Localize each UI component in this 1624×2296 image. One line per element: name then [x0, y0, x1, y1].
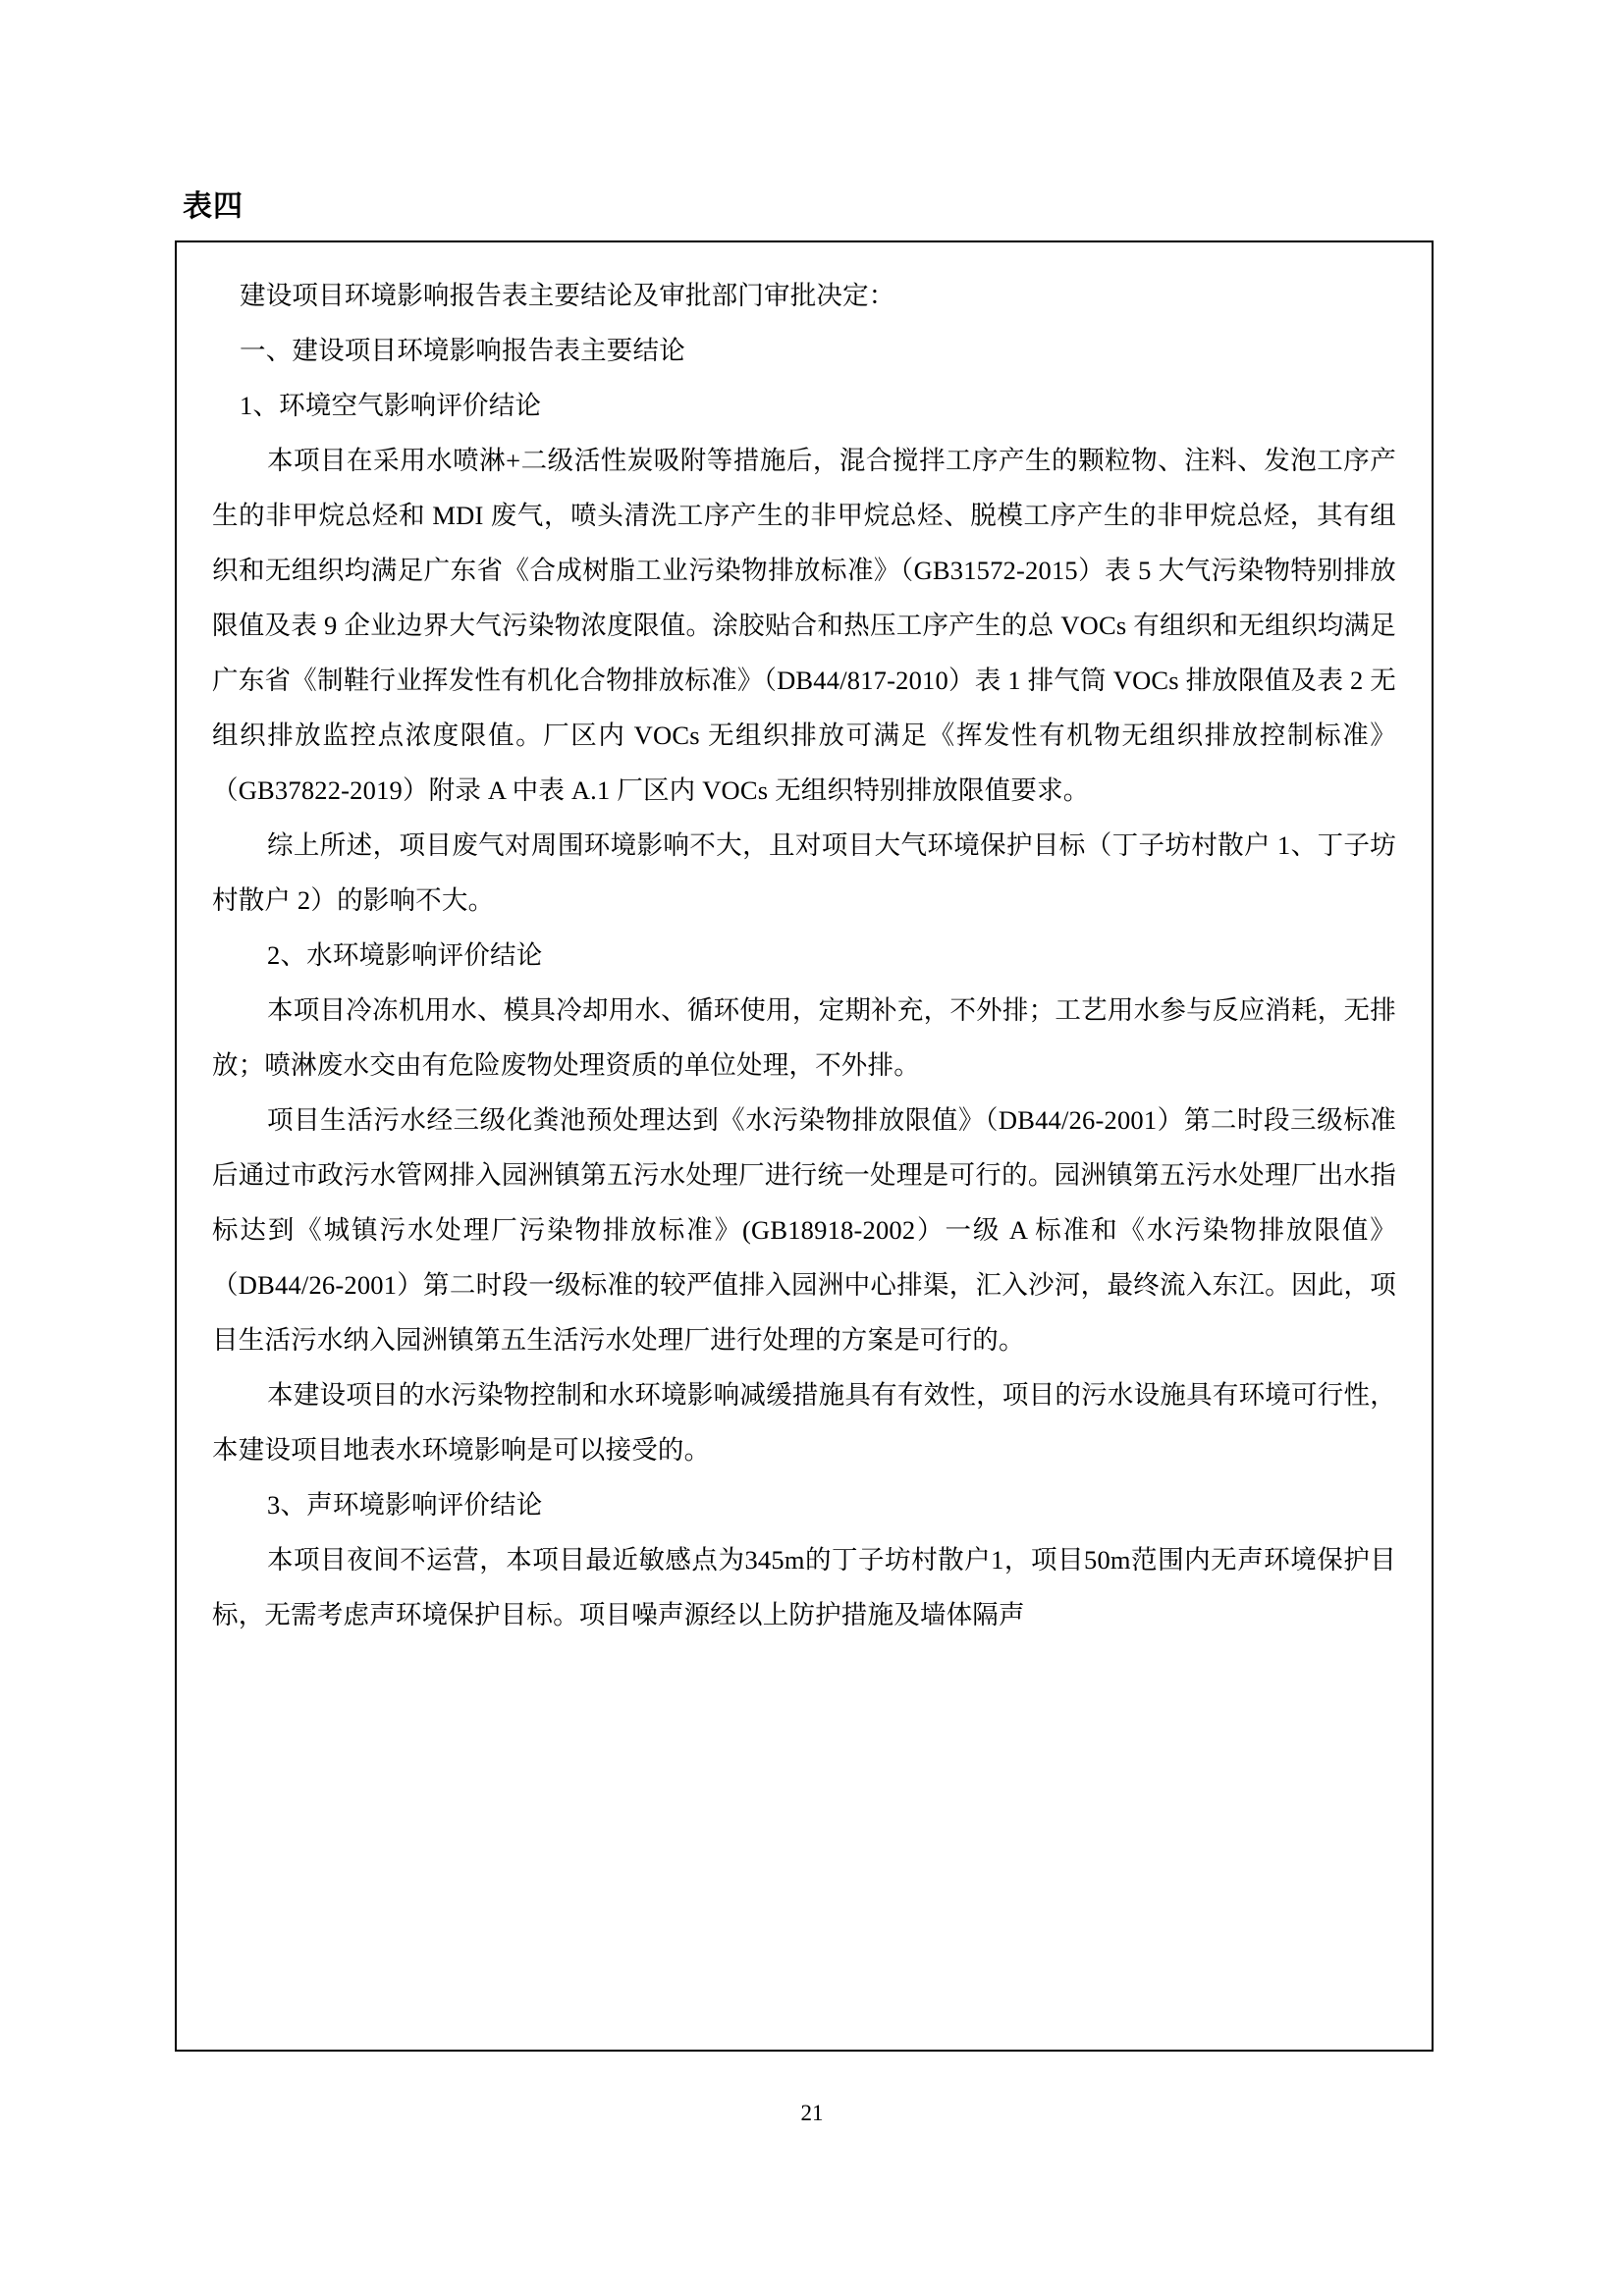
- paragraph-subsection-3: 3、声环境影响评价结论: [267, 1490, 543, 1520]
- paragraph-subsection-2: 2、水环境影响评价结论: [267, 940, 543, 970]
- content-box: [175, 240, 1434, 2052]
- paragraph-water-summary: 本建设项目的水污染物控制和水环境影响减缓措施具有有效性，项目的污水设施具有环境可行性，本建设项目地表水环境影响是可以接受的。: [212, 1380, 1396, 1465]
- paragraph-water-body-2: 项目生活污水经三级化粪池预处理达到《水污染物排放限值》（DB44/26-2001）第二时段三级标准后通过市政污水管网排入园洲镇第五污水处理厂进行统一处理是可行的。园洲镇第五污水处理厂出水指标达到《城镇污水处理厂污染物排放标准》(GB18918-2002）一级 A 标准和《水污染物排放限值》（DB44/26-2001）第二时段一级标准的较严值排入园洲中心排渠，汇入沙河，最终流入东江。因此，项目生活污水纳入园洲镇第五生活污水处理厂进行处理的方案是可行的。: [212, 1105, 1396, 1355]
- paragraph-air-summary: 综上所述，项目废气对周围环境影响不大，且对项目大气环境保护目标（丁子坊村散户 1、丁子坊村散户 2）的影响不大。: [212, 830, 1396, 915]
- paragraph-subsection-1: 1、环境空气影响评价结论: [240, 391, 542, 420]
- paragraph-section-one: 一、建设项目环境影响报告表主要结论: [240, 336, 685, 365]
- paragraph-water-body-1: 本项目冷冻机用水、模具冷却用水、循环使用，定期补充，不外排；工艺用水参与反应消耗，无排放；喷淋废水交由有危险废物处理资质的单位处理，不外排。: [212, 995, 1396, 1080]
- paragraph-noise-body: 本项目夜间不运营，本项目最近敏感点为345m的丁子坊村散户1，项目50m范围内无声环境保护目标，无需考虑声环境保护目标。项目噪声源经以上防护措施及墙体隔声: [212, 1545, 1396, 1629]
- paragraph-air-body: 本项目在采用水喷淋+二级活性炭吸附等措施后，混合搅拌工序产生的颗粒物、注料、发泡工序产生的非甲烷总烃和 MDI 废气，喷头清洗工序产生的非甲烷总烃、脱模工序产生的非甲烷总烃，其有组织和无组织均满足广东省《合成树脂工业污染物排放标准》（GB31572-2015）表 5 大气污染物特别排放限值及表 9 企业边界大气污染物浓度限值。涂胶贴合和热压工序产生的总 VOCs 有组织和无组织均满足广东省《制鞋行业挥发性有机化合物排放标准》（DB44/817-2010）表 1 排气筒 VOCs 排放限值及表 2 无组织排放监控点浓度限值。厂区内 VOCs 无组织排放可满足《挥发性有机物无组织排放控制标准》（GB37822-2019）附录 A 中表 A.1 厂区内 VOCs 无组织特别排放限值要求。: [212, 446, 1396, 805]
- page-title: 表四: [183, 189, 244, 224]
- paragraph-intro: 建设项目环境影响报告表主要结论及审批部门审批决定：: [240, 281, 895, 310]
- page-number: 21: [800, 2101, 824, 2125]
